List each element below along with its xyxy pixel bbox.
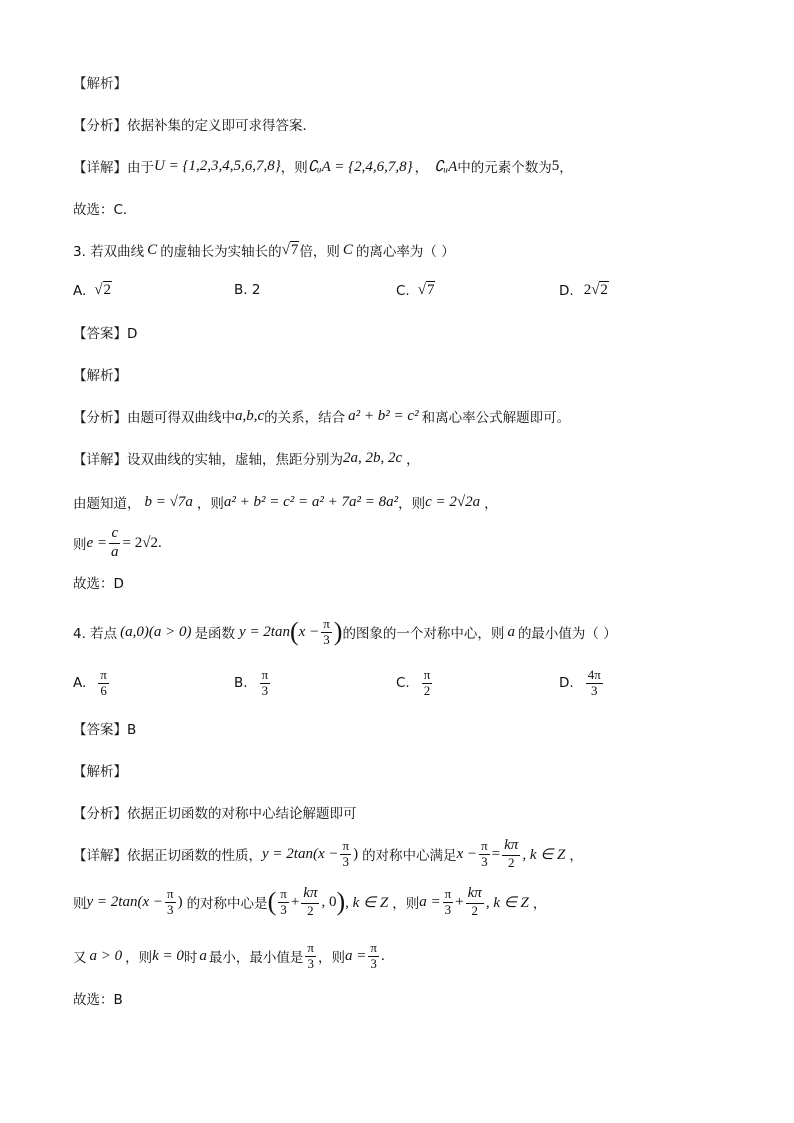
q3-analysis — [73, 406, 754, 426]
q3-answer-text: 【答案】D — [73, 326, 138, 342]
q4-post2: 的最小值为（ ） — [517, 626, 617, 642]
q4-d2-frac2-num: π — [280, 885, 287, 901]
q3-option-c[interactable] — [396, 282, 435, 299]
q4-d2-a: a = — [419, 893, 441, 910]
q4-frac-den: 3 — [323, 631, 330, 647]
q4-d2-zero: , 0 — [321, 893, 337, 910]
section-jiexi-1 — [73, 72, 754, 92]
detail-prefix: 【详解】由于 — [73, 160, 154, 176]
q4-d2-frac4 — [443, 887, 454, 918]
analysis-line-1 — [73, 114, 754, 134]
q4-d2-close: ) — [177, 893, 183, 910]
q4-option-b-label: B. — [234, 675, 248, 692]
q4-d2-kz2: , k ∈ Z — [485, 894, 529, 911]
q4-d3-a-eq: a = — [344, 947, 367, 964]
q4-d1-frac-den: 3 — [342, 853, 350, 869]
q3-mid: 的虚轴长为实轴长的 — [160, 244, 282, 260]
q3-prefix: 3. 若双曲线 — [73, 244, 145, 260]
q4-d3-frac — [305, 941, 316, 972]
q3-detail3-post: = 2√2. — [122, 534, 162, 551]
q4-d1-frac2-num: π — [481, 837, 488, 853]
q4-answer-text: 【答案】B — [73, 722, 137, 738]
question-3 — [73, 240, 754, 260]
question-4 — [73, 612, 754, 652]
q4-d2-mid2: ，则 — [392, 896, 420, 912]
q4-option-b-frac — [260, 668, 271, 699]
q4-option-c-num: π — [423, 667, 431, 682]
q3-analysis-formula: a² + b² = c² — [348, 407, 419, 424]
q3-option-d[interactable] — [559, 282, 609, 299]
q4-d1-func: y = 2tan(x − — [262, 845, 339, 862]
q4-d2-frac-num: π — [166, 885, 174, 901]
jiexi-label: 【解析】 — [73, 76, 127, 92]
q3-c1: C — [147, 241, 158, 258]
q4-d3-frac2 — [368, 941, 379, 972]
q4-option-b[interactable] — [234, 668, 272, 699]
q3-option-b[interactable] — [234, 282, 260, 298]
q4-d1-mid: 的对称中心满足 — [362, 848, 457, 864]
q4-d2-frac4-den: 3 — [444, 901, 452, 917]
set-u: U = {1,2,3,4,5,6,7,8} — [154, 157, 281, 174]
q4-analysis-text: 【分析】依据正切函数的对称中心结论解题即可 — [73, 806, 357, 822]
q4-option-c-label: C. — [396, 675, 410, 692]
q3-option-a-value: √2 — [94, 282, 112, 298]
count-value: 5 — [551, 157, 560, 174]
q4-option-c[interactable] — [396, 668, 434, 699]
q4-d3-frac2-den: 3 — [370, 955, 377, 971]
q4-option-c-frac — [422, 668, 433, 699]
q3-detail-2 — [73, 492, 754, 512]
q4-d2-frac5-num: kπ — [466, 885, 484, 903]
q3-analysis-abc: a,b,c — [235, 407, 265, 424]
q4-option-b-den: 3 — [261, 682, 269, 698]
q4-option-d[interactable] — [559, 668, 605, 699]
q4-d1-close: ) — [353, 845, 359, 862]
q4-d2-func: y = 2tan(x − — [86, 893, 163, 910]
q4-d2-frac2 — [278, 887, 289, 918]
q4-detail-3 — [73, 938, 754, 974]
q3-detail-3 — [73, 526, 754, 560]
q3-option-d-coef: 2 — [583, 282, 592, 298]
q3-answer — [73, 322, 754, 342]
q3-jiexi — [73, 364, 754, 384]
q4-paren-open: ( — [289, 617, 299, 646]
q4-d2-kz: , k ∈ Z — [345, 894, 389, 911]
q3-option-a[interactable] — [73, 282, 112, 299]
q4-option-a-den: 6 — [100, 682, 107, 698]
q4-option-d-num: 4π — [587, 667, 601, 682]
q4-d2-frac3 — [301, 885, 319, 918]
q4-post: 的图象的一个对称中心，则 — [342, 626, 505, 642]
q4-jiexi — [73, 760, 754, 780]
q4-answer — [73, 718, 754, 738]
q4-option-d-label: D. — [559, 675, 574, 692]
q4-prefix: 4. 若点 — [73, 626, 118, 642]
q4-d1-frac3-num: kπ — [502, 837, 520, 855]
complement-set: ∁ᵤA = {2,4,6,7,8} — [307, 158, 413, 175]
q4-d2-frac4-num: π — [444, 885, 452, 901]
q3-option-a-label: A. — [73, 282, 87, 299]
q3-select — [73, 572, 754, 592]
q4-d1-frac2-den: 3 — [481, 853, 488, 869]
q4-d3-frac-den: 3 — [307, 955, 314, 971]
q3-detail2-eq: a² + b² = c² = a² + 7a² = 8a² — [223, 493, 399, 510]
q4-option-d-frac — [586, 668, 603, 699]
q4-d2-frac3-num: kπ — [301, 885, 319, 903]
q3-mid2: 倍，则 — [299, 244, 340, 260]
q4-d2-frac — [165, 887, 176, 918]
q3-option-b-label: B. 2 — [234, 282, 261, 298]
q4-d2-pre: 则 — [73, 896, 87, 912]
q3-sqrt-rad: 7 — [290, 241, 299, 258]
q4-point: (a,0)(a > 0) — [120, 623, 192, 640]
q4-d2-frac3-den: 2 — [307, 902, 314, 918]
q4-d3-frac2-num: π — [370, 939, 377, 955]
q3-frac-den: a — [111, 543, 119, 560]
q4-d3-k0: k = 0 — [152, 947, 184, 964]
q4-select-text: 故选：B — [73, 992, 123, 1008]
q4-d3-mid2: 时 — [183, 950, 198, 966]
analysis-text: 【分析】依据补集的定义即可求得答案． — [73, 118, 316, 134]
q4-frac — [321, 617, 332, 648]
q3-detail-pre: 【详解】设双曲线的实轴，虚轴，焦距分别为 — [73, 452, 343, 468]
q3-detail2-mid: ，则 — [196, 496, 224, 512]
q4-d3-end: . — [380, 947, 385, 964]
detail-line-1 — [73, 156, 754, 176]
q4-d2-frac5-den: 2 — [471, 902, 478, 918]
q4-d1-kz: , k ∈ Z — [522, 846, 566, 863]
q3-detail-1 — [73, 448, 754, 468]
q3-option-d-value: √2 — [591, 282, 608, 298]
q4-d2-paren-close: ) — [336, 887, 346, 916]
q3-option-d-label: D. — [559, 282, 574, 299]
q3-frac-num: c — [109, 525, 120, 543]
q3-option-c-value: √7 — [417, 282, 435, 298]
q3-analysis-mid: 的关系，结合 — [264, 410, 346, 426]
q4-d2-plus: + — [290, 893, 300, 910]
q4-d1-frac3-den: 2 — [507, 854, 515, 870]
q4-d3-frac-num: π — [307, 939, 314, 955]
q4-d3-a-pos: a > 0 — [89, 947, 123, 964]
q4-analysis — [73, 802, 754, 822]
q3-option-a-rad: 2 — [103, 282, 112, 298]
q3-c2: C — [342, 241, 353, 258]
q4-d3-a: a — [199, 947, 207, 964]
q3-detail3-frac — [109, 525, 121, 561]
q4-d3-mid3: 最小，最小值是 — [208, 950, 304, 966]
select-line-1 — [73, 198, 754, 218]
q4-option-a-frac — [98, 668, 109, 699]
q3-analysis-post: 和离心率公式解题即可。 — [421, 410, 571, 426]
q4-option-b-num: π — [261, 667, 269, 682]
q3-detail2-end: ， — [484, 496, 498, 512]
q4-d2-frac-den: 3 — [167, 901, 174, 917]
q3-detail-post: ， — [406, 452, 420, 468]
q4-option-a-num: π — [100, 667, 107, 682]
q3-option-d-rad: 2 — [600, 282, 608, 298]
q4-d2-frac2-den: 3 — [280, 901, 287, 917]
q4-d1-end: ， — [569, 848, 583, 864]
q4-d1-frac-num: π — [342, 837, 350, 853]
q4-func: y = 2tan — [239, 623, 290, 640]
q4-jiexi-text: 【解析】 — [73, 764, 127, 780]
q3-analysis-pre: 【分析】由题可得双曲线中 — [73, 410, 235, 426]
detail-end: ， — [559, 160, 573, 176]
q3-jiexi-text: 【解析】 — [73, 368, 127, 384]
detail-post: 中的元素个数为 — [457, 160, 552, 176]
q4-a: a — [507, 623, 515, 640]
q3-detail2-c: c = 2√2a — [425, 493, 481, 510]
q4-d3-mid4: ，则 — [317, 950, 345, 966]
q4-d1-frac2 — [479, 839, 490, 870]
q4-option-a-label: A. — [73, 675, 87, 692]
q4-d2-mid: 的对称中心是 — [186, 896, 268, 912]
q4-detail-2 — [73, 882, 754, 922]
q3-detail3-e: e = — [86, 534, 108, 551]
q4-d1-eq: = — [491, 845, 501, 862]
q4-select — [73, 988, 754, 1008]
q4-d1-frac — [340, 839, 351, 870]
q4-d3-pre: 又 — [73, 950, 87, 966]
q4-frac-num: π — [323, 615, 330, 631]
select-text: 故选：C． — [73, 202, 137, 218]
q4-mid: 是函数 — [194, 626, 236, 642]
q4-d2-paren-open: ( — [267, 887, 277, 916]
q4-d1-x: x − — [456, 845, 478, 862]
q4-paren-close: ) — [333, 617, 343, 646]
q4-d2-frac5 — [466, 885, 484, 918]
complement-a: ∁ᵤA — [434, 158, 458, 175]
q4-d2-plus2: + — [455, 893, 464, 910]
q4-d1-pre: 【详解】依据正切函数的性质， — [73, 848, 262, 864]
q3-option-c-label: C. — [396, 282, 410, 299]
q4-d2-end: ， — [532, 896, 547, 912]
q3-select-text: 故选：D — [73, 576, 124, 592]
q3-detail2-pre: 由题知道， — [73, 496, 141, 512]
detail-mid2: ， — [414, 160, 429, 176]
q3-detail2-mid2: ，则 — [398, 496, 426, 512]
q3-option-c-rad: 7 — [426, 282, 435, 298]
q4-detail-1 — [73, 836, 754, 872]
q3-detail2-b: b = √7a — [144, 493, 193, 510]
q3-detail-axes: 2a, 2b, 2c — [343, 449, 403, 466]
q4-x-minus: x − — [298, 623, 320, 640]
q4-d3-mid: ，则 — [125, 950, 153, 966]
q3-post: 的离心率为（ ） — [355, 244, 455, 260]
q3-sqrt: √7 — [281, 241, 299, 258]
q4-option-a[interactable] — [73, 668, 111, 699]
q4-d1-frac3 — [502, 837, 520, 870]
q3-detail3-pre: 则 — [73, 537, 87, 553]
detail-mid: ，则 — [280, 160, 308, 176]
q4-option-c-den: 2 — [423, 682, 431, 698]
q4-option-d-den: 3 — [590, 682, 598, 698]
